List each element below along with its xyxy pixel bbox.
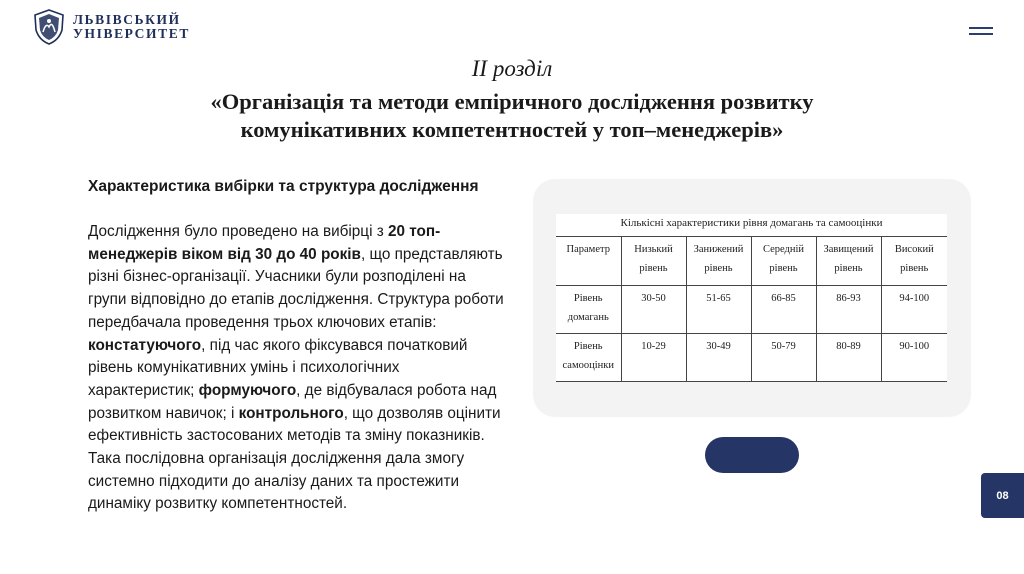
slide-title — [150, 88, 874, 144]
subheading: Характеристика вибірки та структура дослідження — [88, 178, 479, 195]
body-part: , під час якого фіксувався початковий рівень комунікативних умінь і психологічних характеристик; — [88, 336, 468, 399]
title-line-1: «Організація та методи емпіричного дослідження розвитку — [210, 89, 814, 114]
university-logo[interactable] — [31, 8, 190, 46]
table-row — [556, 286, 947, 334]
section-label: ІІ розділ — [471, 56, 553, 81]
table-cell: 66-85 — [751, 286, 816, 334]
table-cell: 50-79 — [751, 334, 816, 382]
page-number-badge: 08 — [981, 473, 1024, 518]
header-cell: Занижений рівень — [686, 237, 751, 286]
table-header-row — [556, 237, 947, 286]
table-cell: 86-93 — [816, 286, 881, 334]
body-text — [88, 221, 504, 516]
header-cell: Низький рівень — [621, 237, 686, 286]
table-cell: 30-49 — [686, 334, 751, 382]
table-cell: 10-29 — [621, 334, 686, 382]
menu-bar — [969, 27, 993, 29]
logo-line-2: УНІВЕРСИТЕТ — [73, 26, 190, 41]
body-part: , що представляють різні бізнес-організації. Учасники були розподілені на групи відповідно до етапів дослідження. Структура роботи передбачала проведення трьох ключових етапів: — [88, 245, 504, 331]
logo-line-1: ЛЬВІВСЬКИЙ — [73, 12, 181, 27]
table-caption: Кількісні характеристики рівня домагань та самооцінки — [620, 217, 883, 229]
body-bold: формуючого — [198, 381, 297, 399]
body-bold: констатуючого — [88, 336, 202, 354]
hamburger-menu-icon[interactable] — [969, 27, 993, 39]
table-row — [556, 334, 947, 382]
header-cell: Параметр — [556, 237, 621, 286]
table-cell: 51-65 — [686, 286, 751, 334]
table-cell: 80-89 — [816, 334, 881, 382]
university-name — [73, 13, 190, 41]
body-part: Дослідження було проведено на вибірці з — [88, 223, 388, 240]
header-cell: Високий рівень — [881, 237, 947, 286]
table-cell: Рівень домагань — [556, 286, 621, 334]
data-table-image — [556, 214, 947, 382]
header-cell: Завищений рівень — [816, 237, 881, 286]
table-cell: 94-100 — [881, 286, 947, 334]
body-bold: контрольного — [238, 404, 344, 422]
action-button[interactable] — [705, 437, 799, 473]
title-line-2: комунікативних компетентностей у топ–менеджерів» — [240, 117, 784, 142]
body-part: , де відбувалася робота над розвитком навичок; і — [88, 381, 497, 422]
menu-bar — [969, 33, 993, 35]
table-cell: Рівень самооцінки — [556, 334, 621, 382]
header-cell: Середній рівень — [751, 237, 816, 286]
table-cell: 90-100 — [881, 334, 947, 382]
table-cell: 30-50 — [621, 286, 686, 334]
body-bold: 20 топ-менеджерів віком від 30 до 40 років — [88, 223, 441, 263]
body-part: , що дозволяв оцінити ефективність застосованих методів та зміну показників. Така послідовна організація дослідження дала змогу системно підходити до аналізу даних та простежити динаміку розвитку компетентностей. — [88, 404, 501, 513]
university-crest-icon — [31, 8, 67, 46]
levels-table — [556, 236, 947, 382]
